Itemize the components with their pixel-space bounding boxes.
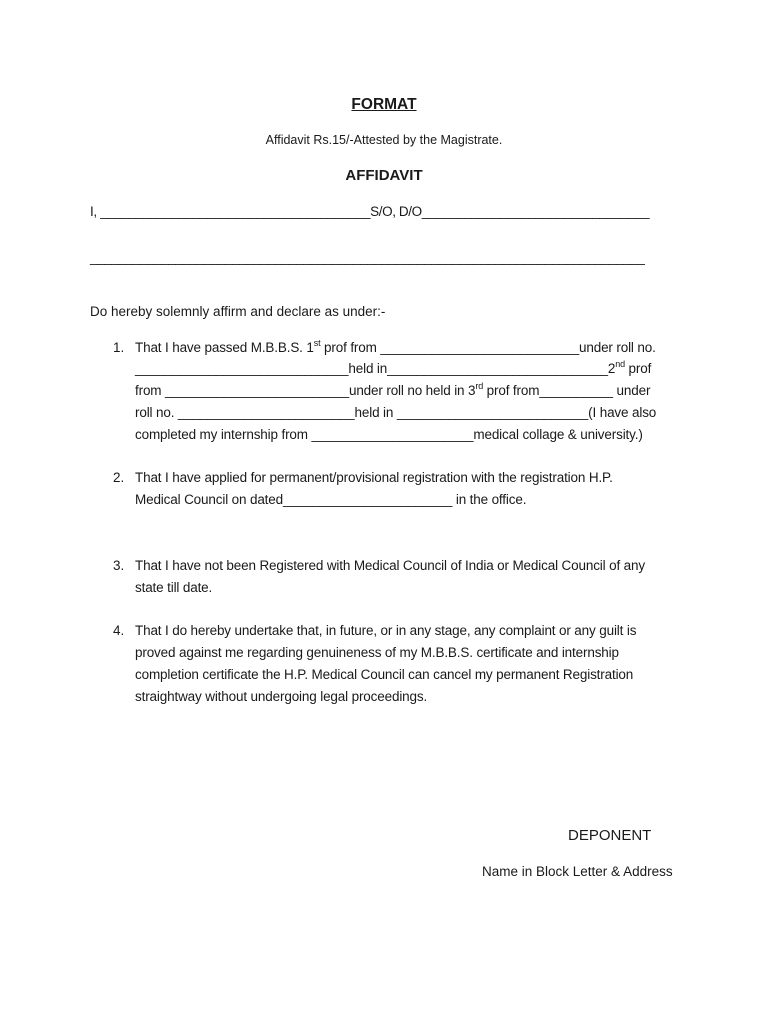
deponent-label: DEPONENT [568, 827, 652, 844]
text-segment: prof from [320, 340, 381, 355]
item-1-line-5 [135, 427, 643, 442]
item-3-line-1: That I have not been Registered with Medical Council of India or Medical Council of any [135, 558, 645, 573]
third-prof-year-blank[interactable]: __________________________ [396, 405, 589, 420]
first-prof-year-blank[interactable]: ______________________________ [387, 361, 608, 376]
text-segment: 2 [607, 361, 616, 376]
text-segment: medical collage & university.) [473, 427, 643, 442]
ordinal-suffix: nd [615, 358, 625, 369]
text-segment: under roll no. [579, 340, 656, 355]
internship-institution-blank[interactable]: ______________________ [311, 427, 474, 442]
text-segment: under roll no held in 3 [348, 383, 476, 398]
item-4-line-1: That I do hereby undertake that, in future, or in any stage, any complaint or any guilt is [135, 623, 637, 638]
affidavit-heading: AFFIDAVIT [345, 167, 423, 184]
third-prof-roll-blank[interactable]: ________________________ [177, 405, 355, 420]
name-address-label: Name in Block Letter & Address [482, 864, 673, 879]
text-segment: That I have passed M.B.B.S. 1 [135, 340, 314, 355]
text-segment: held in [354, 405, 397, 420]
document-subtitle: Affidavit Rs.15/-Attested by the Magistrate. [265, 133, 503, 147]
third-prof-institution-blank[interactable]: __________ [539, 383, 613, 398]
text-segment: Medical Council on dated [135, 492, 283, 507]
declaration-intro: Do hereby solemnly affirm and declare as under:- [90, 304, 386, 319]
first-prof-institution-blank[interactable]: ___________________________ [380, 340, 579, 355]
text-segment: prof [624, 361, 652, 376]
item-number: 1. [113, 340, 125, 355]
text-segment: completed my internship from [135, 427, 312, 442]
document-title: FORMAT [351, 96, 417, 113]
text-segment: held in [348, 361, 388, 376]
item-number: 3. [113, 558, 125, 573]
text-segment: roll no. [135, 405, 178, 420]
item-4-line-4: straightway without undergoing legal proceedings. [135, 689, 428, 704]
parent-name-blank[interactable]: ________________________________ [421, 204, 650, 219]
second-prof-institution-blank[interactable]: _________________________ [165, 383, 349, 398]
item-2-line-2 [135, 492, 526, 507]
name-blank[interactable]: ______________________________________ [100, 204, 371, 219]
identity-prefix: I, [90, 204, 101, 219]
first-prof-roll-blank[interactable]: _____________________________ [135, 361, 349, 376]
item-2-line-1: That I have applied for permanent/provisional registration with the registration H.P. [135, 470, 613, 485]
item-4-line-3: completion certificate the H.P. Medical Council can cancel my permanent Registration [135, 667, 634, 682]
relation-label: S/O, D/O [370, 204, 422, 219]
item-number: 2. [113, 470, 125, 485]
item-number: 4. [113, 623, 125, 638]
item-1-line-4 [135, 405, 656, 420]
item-1-line-2 [135, 358, 652, 376]
address-blank-line[interactable]: ______________________________________________________________________________ [90, 250, 645, 265]
identity-line [90, 204, 649, 219]
text-segment: from [135, 383, 166, 398]
item-1-line-3 [135, 380, 651, 398]
application-date-blank[interactable]: _______________________ [283, 492, 453, 507]
text-segment: under [612, 383, 651, 398]
text-segment: prof from [483, 383, 540, 398]
item-4-line-2: proved against me regarding genuineness of my M.B.B.S. certificate and internship [135, 645, 619, 660]
item-1-line-1 [135, 337, 656, 355]
item-3-line-2: state till date. [135, 580, 213, 595]
ordinal-suffix: rd [475, 380, 484, 391]
ordinal-suffix: st [313, 337, 321, 348]
text-segment: (I have also [588, 405, 657, 420]
text-segment: in the office. [452, 492, 527, 507]
